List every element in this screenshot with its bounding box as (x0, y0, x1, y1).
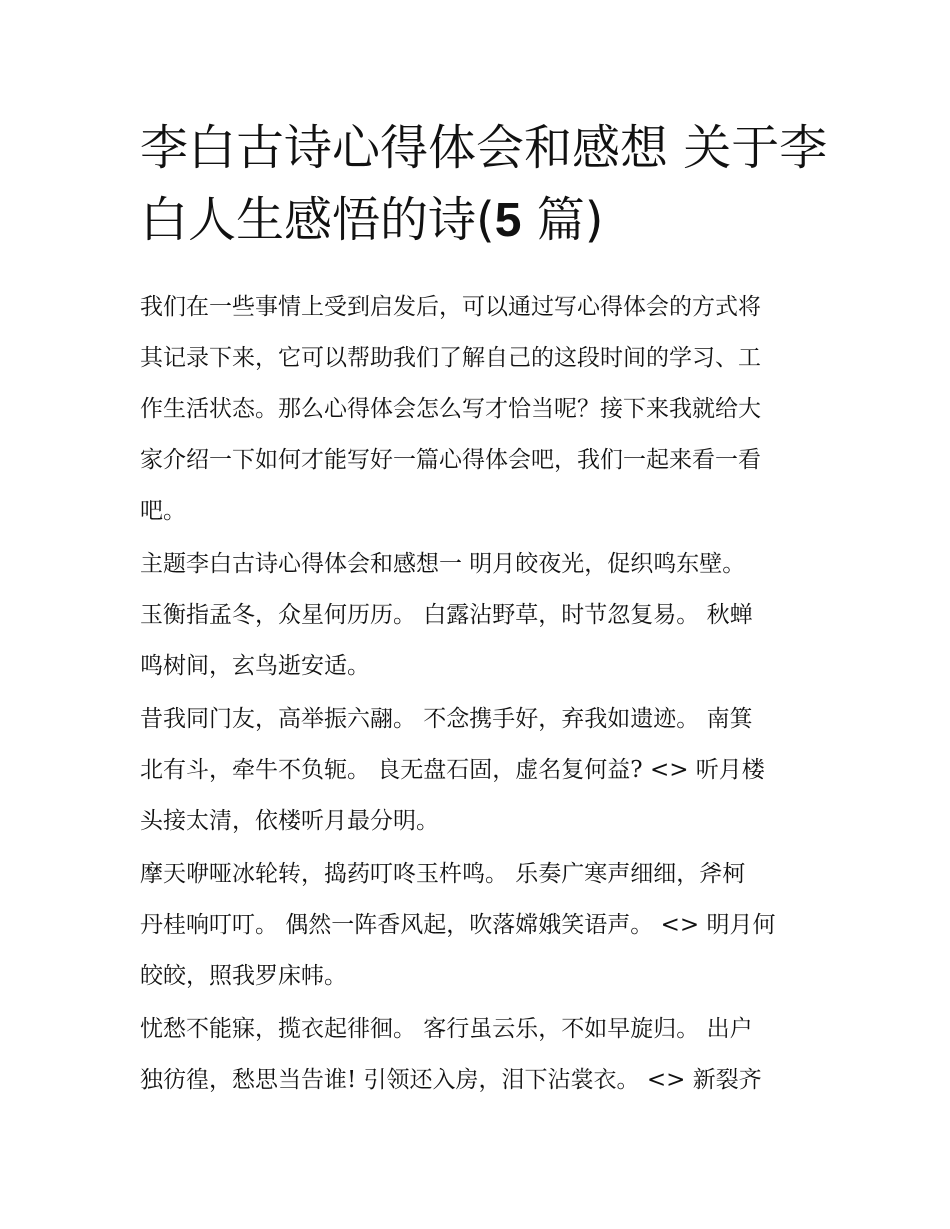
text-line: 家介绍一下如何才能写好一篇心得体会吧，我们一起来看一看 (140, 447, 761, 473)
text-line: 皎皎，照我罗床帏。 (140, 963, 347, 989)
title-text: 李白古诗心得体会和感想 关于李白人生感悟的诗( (140, 120, 828, 248)
text-line: 摩天咿哑冰轮转，捣药叮咚玉杵鸣。 乐奏广寒声细细，斧柯 (140, 861, 746, 887)
text-line: 吧。 (140, 498, 186, 524)
paragraph-poem-1 (140, 539, 830, 692)
paragraph-poem-3 (140, 849, 830, 1002)
text-line: 丹桂响叮叮。 偶然一阵香风起，吹落嫦娥笑语声。 <> 明月何 (140, 912, 776, 938)
title-number: 5 (494, 194, 522, 247)
document-body (140, 282, 830, 1108)
text-line: 我们在一些事情上受到启发后，可以通过写心得体会的方式将 (140, 294, 761, 320)
document-title (140, 112, 830, 257)
paragraph-poem-4 (140, 1004, 830, 1106)
text-line: 独彷徨，愁思当告谁! 引领还入房，泪下沾裳衣。 <> 新裂齐 (140, 1067, 762, 1093)
text-line: 玉衡指孟冬，众星何历历。 白露沾野草，时节忽复易。 秋蝉 (140, 602, 753, 628)
text-line: 头接太清，依楼听月最分明。 (140, 808, 439, 834)
text-line: 昔我同门友，高举振六翮。 不念携手好，弃我如遗迹。 南箕 (140, 706, 753, 732)
text-line: 鸣树间，玄鸟逝安适。 (140, 653, 370, 679)
text-line: 北有斗，牵牛不负轭。 良无盘石固，虚名复何益? <> 听月楼 (140, 757, 765, 783)
text-line: 忧愁不能寐，揽衣起徘徊。 客行虽云乐，不如早旋归。 出户 (140, 1016, 753, 1042)
paragraph-intro (140, 282, 830, 537)
paragraph-poem-2 (140, 694, 830, 847)
text-line: 作生活状态。那么心得体会怎么写才恰当呢？接下来我就给大 (140, 396, 761, 422)
text-line: 主题李白古诗心得体会和感想一 明月皎夜光，促织鸣东壁。 (140, 551, 746, 577)
text-line: 其记录下来，它可以帮助我们了解自己的这段时间的学习、工 (140, 345, 761, 371)
title-suffix: 篇) (521, 192, 604, 248)
